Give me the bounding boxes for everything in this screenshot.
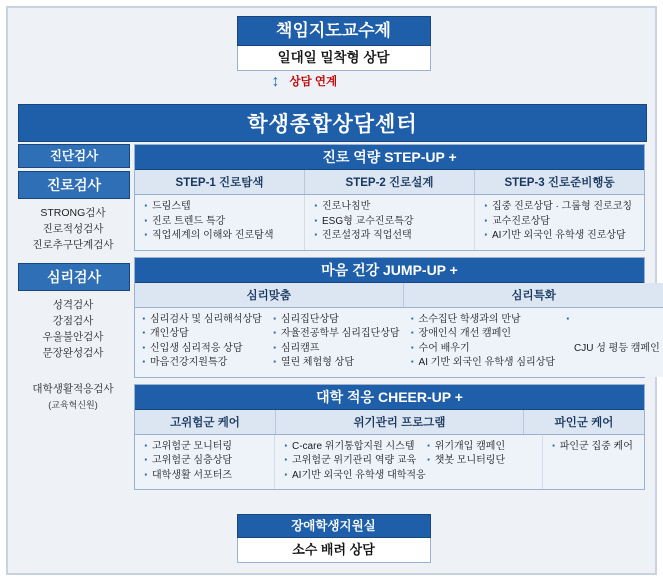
bottom-section bbox=[8, 514, 659, 563]
center-title: 학생종합상담센터 bbox=[18, 104, 647, 142]
list-item: · 고위험군 위기관리 역량 교육 bbox=[283, 454, 426, 469]
panel-career-stepup bbox=[134, 144, 645, 251]
list-item: · 고위험군 모니터링 bbox=[143, 440, 268, 455]
panel-mental-title: 마음 건강 JUMP-UP + bbox=[135, 258, 644, 283]
left-group-adaptation-note: (교육혁신원) bbox=[48, 400, 98, 410]
column-header: STEP-1 진로탐색 bbox=[135, 170, 305, 194]
list-item: 문장완성검사 bbox=[42, 347, 104, 359]
list-item: · 마음건강지원특강 bbox=[141, 356, 262, 371]
list-item: · 심리집단상담 bbox=[272, 313, 400, 328]
left-group-psych-title: 심리검사 bbox=[18, 263, 130, 291]
list-item: 성격검사 bbox=[52, 299, 94, 311]
list-item: · 진로 트렌드 특강 bbox=[143, 215, 298, 230]
list-item: · 심리캠프 bbox=[272, 342, 400, 357]
panel-adaptation-body bbox=[135, 435, 644, 490]
list-item: · 진로나침반 bbox=[313, 200, 468, 215]
subcolumn-right bbox=[559, 308, 663, 377]
up-down-arrow-icon: ↕ bbox=[271, 73, 280, 90]
list-item: · 위기개입 캠페인 bbox=[426, 440, 536, 455]
subsection-psych-special bbox=[404, 283, 663, 377]
list-item: · ESG형 교수진로특강 bbox=[313, 215, 468, 230]
list-item: 진로추구단계검사 bbox=[32, 239, 114, 251]
bottom-subtitle: 소수 배려 상담 bbox=[237, 538, 431, 563]
list-item: · 자율전공학부 심리집단상담 bbox=[272, 327, 400, 342]
panel-mental-jumpup bbox=[134, 257, 660, 378]
list-item: · 대학생활 서포터즈 bbox=[143, 469, 268, 484]
left-column bbox=[18, 144, 128, 508]
subcolumn-left bbox=[135, 308, 266, 377]
column-header: 고위험군 케어 bbox=[135, 410, 276, 434]
right-column bbox=[134, 144, 660, 508]
list-item: · 장애인식 개선 캠페인 bbox=[410, 327, 555, 342]
connector-label: 상담 연계 bbox=[289, 76, 338, 88]
list-item: · 챗봇 모니터링단 bbox=[426, 454, 536, 469]
panel-adaptation-headers bbox=[135, 410, 644, 435]
list-item: STRONG검사 bbox=[40, 207, 106, 219]
list-item: 진로적성검사 bbox=[42, 223, 104, 235]
top-title: 책임지도교수제 bbox=[237, 16, 431, 46]
column-pine-care bbox=[543, 435, 663, 490]
column-step2 bbox=[305, 195, 475, 250]
list-item: · 진로설정과 직업선택 bbox=[313, 229, 468, 244]
column-highrisk-care bbox=[135, 435, 275, 490]
list-item: 강점검사 bbox=[52, 315, 94, 327]
left-group-adaptation-title: 대학생활적응검사 bbox=[32, 383, 114, 395]
left-head-diagnostic: 진단검사 bbox=[18, 144, 130, 168]
list-item: · 심리검사 및 심리해석상담 bbox=[141, 313, 262, 328]
left-group-career-title: 진로검사 bbox=[18, 171, 130, 199]
column-crisis-program bbox=[275, 435, 543, 490]
panel-mental-body bbox=[135, 283, 660, 377]
subsection-header: 심리맞춤 bbox=[135, 283, 404, 308]
top-subtitle: 일대일 밀착형 상담 bbox=[237, 46, 431, 71]
panel-adaptation-title: 대학 적응 CHEER-UP + bbox=[135, 385, 644, 410]
diagram-frame bbox=[6, 6, 660, 575]
connector-row bbox=[238, 71, 430, 93]
column-header: STEP-3 진로준비행동 bbox=[504, 177, 615, 189]
list-item: · 드림스텝 bbox=[143, 200, 298, 215]
list-item: · 집중 진로상담 · 그룹형 진로코칭 bbox=[483, 200, 638, 215]
list-item: · AI기반 외국인 유학생 진로상담 bbox=[483, 229, 638, 244]
subsection-psych-custom bbox=[135, 283, 404, 377]
panel-career-headers bbox=[135, 170, 644, 195]
column-step1 bbox=[135, 195, 305, 250]
list-item: · C-care 위기통합지원 시스템 bbox=[283, 440, 426, 455]
column-header: STEP-2 진로설계 bbox=[305, 170, 475, 194]
panel-career-title: 진로 역량 STEP-UP + bbox=[135, 145, 644, 170]
list-item: · 열린 체험형 상담 bbox=[272, 356, 400, 371]
list-item: · 직업세계의 이해와 진로탐색 bbox=[143, 229, 298, 244]
list-item: · 고위험군 심층상담 bbox=[143, 454, 268, 469]
left-group-career-items bbox=[18, 199, 128, 253]
list-item: · 교수진로상담 bbox=[483, 215, 638, 230]
list-item: 우울불안검사 bbox=[42, 331, 104, 343]
subcolumn-left bbox=[404, 308, 559, 377]
list-item: · 소수집단 학생과의 만남 bbox=[410, 313, 555, 328]
top-section bbox=[8, 16, 659, 93]
bottom-title: 장애학생지원실 bbox=[237, 514, 431, 538]
column-header: 파인군 케어 bbox=[554, 416, 614, 429]
list-item: · 파인군 집중 케어 bbox=[551, 440, 657, 455]
left-group-adaptation bbox=[18, 375, 128, 413]
list-item: · CJU 성 평등 캠페인 bbox=[565, 313, 660, 357]
subcolumn-right bbox=[266, 308, 404, 377]
panel-career-body bbox=[135, 195, 644, 250]
column-step3 bbox=[475, 195, 644, 250]
subsection-header: 심리특화 bbox=[404, 283, 663, 308]
column-header: 위기관리 프로그램 bbox=[276, 410, 524, 434]
left-group-psych-items bbox=[18, 291, 128, 361]
list-item: · AI기반 외국인 유학생 대학적응 bbox=[283, 469, 426, 484]
panel-adaptation-cheerup bbox=[134, 384, 645, 491]
list-item: · AI 기반 외국인 유학생 심리상담 bbox=[410, 356, 555, 371]
list-item: · 수어 배우기 bbox=[410, 342, 555, 357]
list-item: · 신입생 심리적응 상담 bbox=[141, 342, 262, 357]
list-item: · 개인상담 bbox=[141, 327, 262, 342]
body-area bbox=[18, 144, 660, 508]
